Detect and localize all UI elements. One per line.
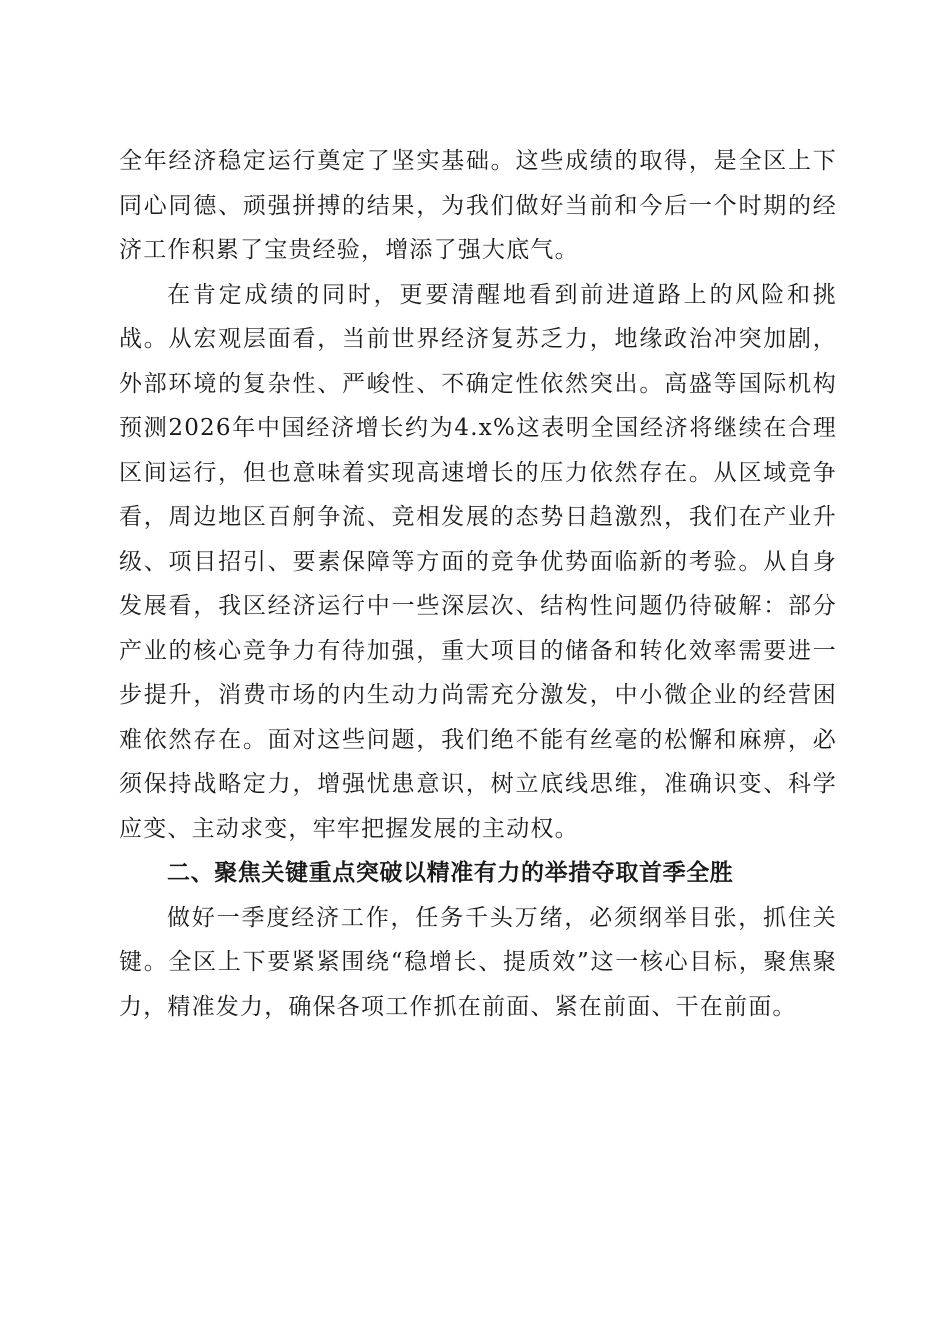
paragraph-continuation: 全年经济稳定运行奠定了坚实基础。这些成绩的取得，是全区上下同心同德、顽强拼搏的结果，为我们做好当前和今后一个时期的经济工作积累了宝贵经验，增添了强大底气。 (119, 148, 837, 263)
document-body (119, 139, 837, 1029)
paragraph-risks-challenges: 在肯定成绩的同时，更要清醒地看到前进道路上的风险和挑战。从宏观层面看，当前世界经济复苏乏力，地缘政治冲突加剧，外部环境的复杂性、严峻性、不确定性依然突出。高盛等国际机构预测2026年中国经济增长约为4.x%这表明全国经济将继续在合理区间运行，但也意味着实现高速增长的压力依然存在。从区域竞争看，周边地区百舸争流、竞相发展的态势日趋激烈，我们在产业升级、项目招引、要素保障等方面的竞争优势面临新的考验。从自身发展看，我区经济运行中一些深层次、结构性问题仍待破解：部分产业的核心竞争力有待加强，重大项目的储备和转化效率需要进一步提升，消费市场的内生动力尚需充分激发，中小微企业的经营困难依然存在。面对这些问题，我们绝不能有丝毫的松懈和麻痹，必须保持战略定力，增强忧患意识，树立底线思维，准确识变、科学应变、主动求变，牢牢把握发展的主动权。 (119, 281, 837, 842)
section-heading: 二、聚焦关键重点突破以精准有力的举措夺取首季全胜 (167, 860, 734, 886)
paragraph-first-quarter: 做好一季度经济工作，任务千头万绪，必须纲举目张，抓住关键。全区上下要紧紧围绕“稳增长、提质效”这一核心目标，聚焦聚力，精准发力，确保各项工作抓在前面、紧在前面、干在前面。 (119, 904, 837, 1020)
